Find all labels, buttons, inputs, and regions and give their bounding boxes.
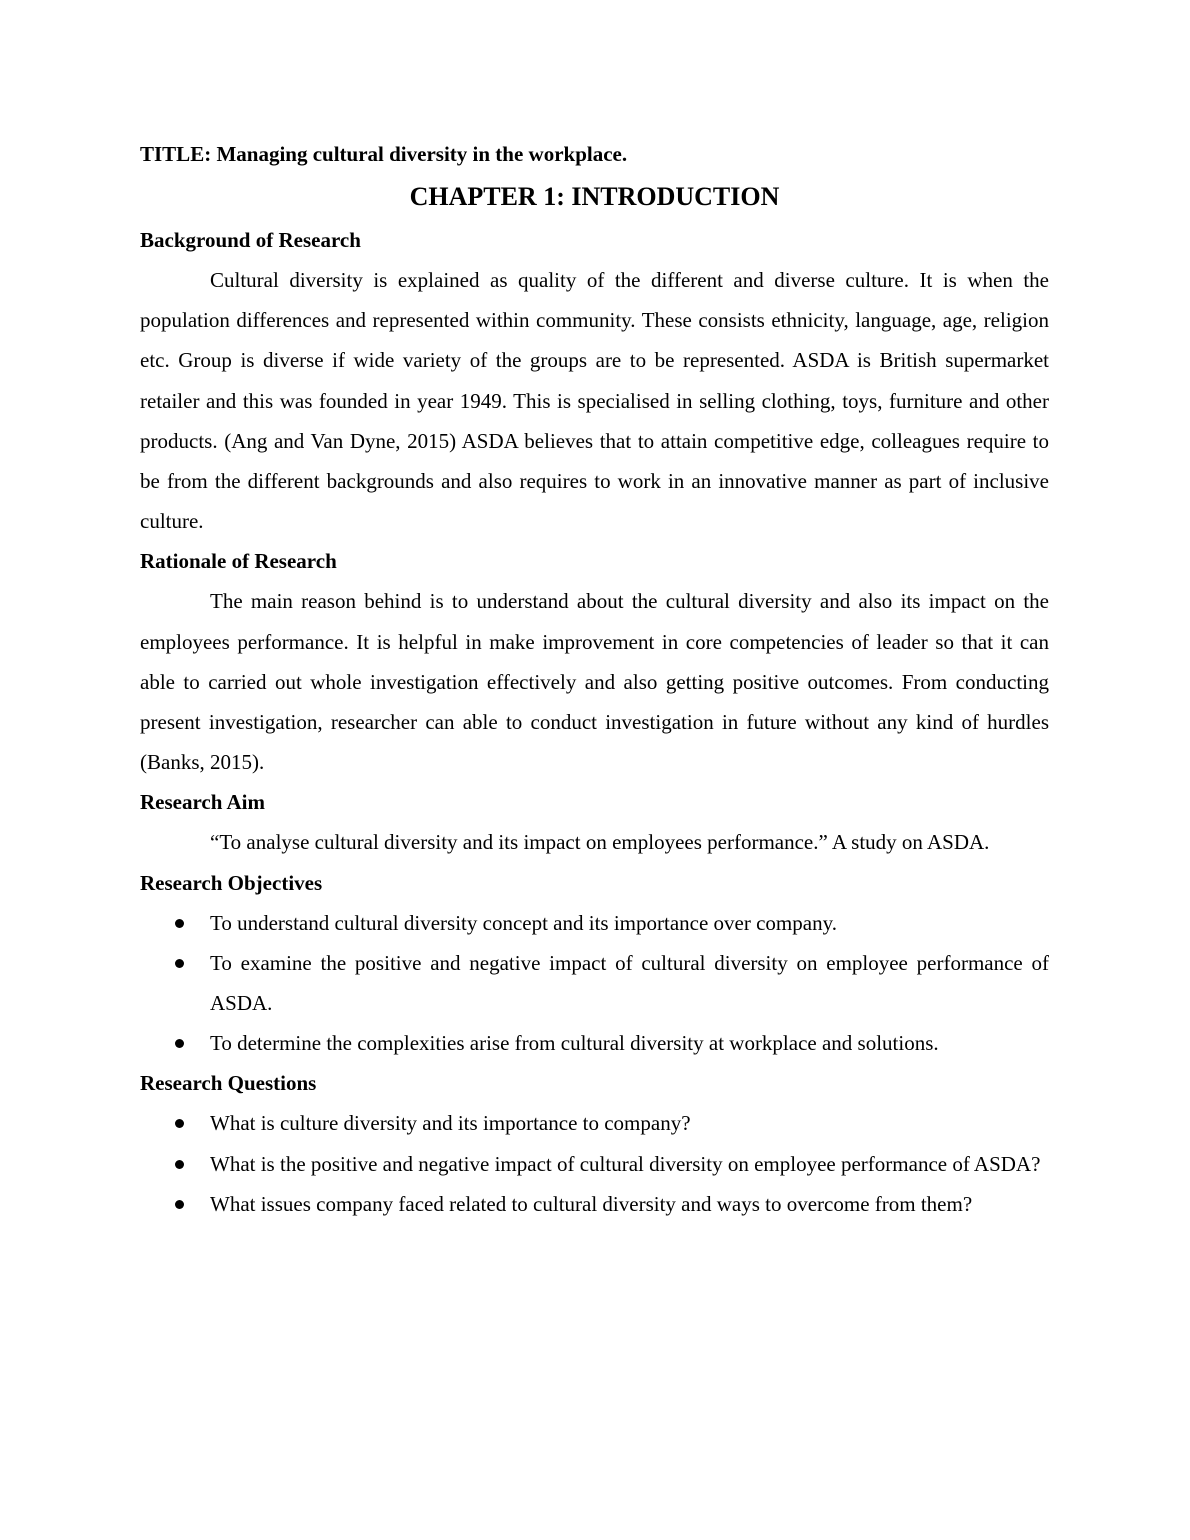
bullet-icon <box>175 959 184 968</box>
list-item <box>140 943 1049 1023</box>
paragraph-background: Cultural diversity is explained as quality of the different and diverse culture. It is when the population differences and represented within community. These consists ethnicity, language, age, religion etc. Group is diverse if wide variety of the groups are to be represented. ASDA is British supermarket retailer and this was founded in year 1949. This is specialised in selling clothing, toys, furniture and other products. (Ang and Van Dyne, 2015) ASDA believes that to attain competitive edge, colleagues require to be from the different backgrounds and also requires to work in an innovative manner as part of inclusive culture. <box>140 268 1049 534</box>
bullet-icon <box>175 919 184 928</box>
chapter-heading: CHAPTER 1: INTRODUCTION <box>409 182 780 211</box>
objectives-list <box>140 903 1049 1064</box>
list-item <box>140 903 1049 943</box>
questions-list <box>140 1103 1049 1224</box>
list-item <box>140 1023 1049 1063</box>
bullet-icon <box>175 1039 184 1048</box>
list-item-text: What is the positive and negative impact of cultural diversity on employee performance of ASDA? <box>210 1151 1041 1176</box>
list-item <box>140 1103 1049 1143</box>
paragraph-rationale: The main reason behind is to understand about the cultural diversity and also its impact on the employees performance. It is helpful in make improvement in core competencies of leader so that it can able to carried out whole investigation effectively and also getting positive outcomes. From conducting present investigation, researcher can able to conduct investigation in future without any kind of hurdles (Banks, 2015). <box>140 589 1049 775</box>
section-heading-aim: Research Aim <box>140 790 266 815</box>
document-title: TITLE: Managing cultural diversity in the workplace. <box>140 142 628 166</box>
section-objectives <box>140 863 1049 1064</box>
list-item-text: What is culture diversity and its importance to company? <box>210 1111 691 1136</box>
list-item <box>140 1184 1049 1224</box>
section-questions <box>140 1063 1049 1224</box>
section-background <box>140 220 1049 541</box>
section-rationale <box>140 541 1049 782</box>
bullet-icon <box>175 1160 184 1169</box>
list-item-text: To understand cultural diversity concept and its importance over company. <box>210 910 837 935</box>
list-item-text: To determine the complexities arise from cultural diversity at workplace and solutions. <box>210 1031 939 1056</box>
paragraph-aim: “To analyse cultural diversity and its impact on employees performance.” A study on ASDA. <box>210 830 990 855</box>
bullet-icon <box>175 1119 184 1128</box>
section-heading-questions: Research Questions <box>140 1071 317 1096</box>
section-heading-rationale: Rationale of Research <box>140 549 337 574</box>
document-page <box>140 136 1049 1224</box>
section-heading-objectives: Research Objectives <box>140 870 323 895</box>
list-item <box>140 1144 1049 1184</box>
section-aim <box>140 782 1049 862</box>
list-item-text: What issues company faced related to cultural diversity and ways to overcome from them? <box>210 1191 973 1216</box>
bullet-icon <box>175 1200 184 1209</box>
section-heading-background: Background of Research <box>140 228 361 252</box>
list-item-text: To examine the positive and negative impact of cultural diversity on employee performance of ASDA. <box>210 950 1049 1016</box>
